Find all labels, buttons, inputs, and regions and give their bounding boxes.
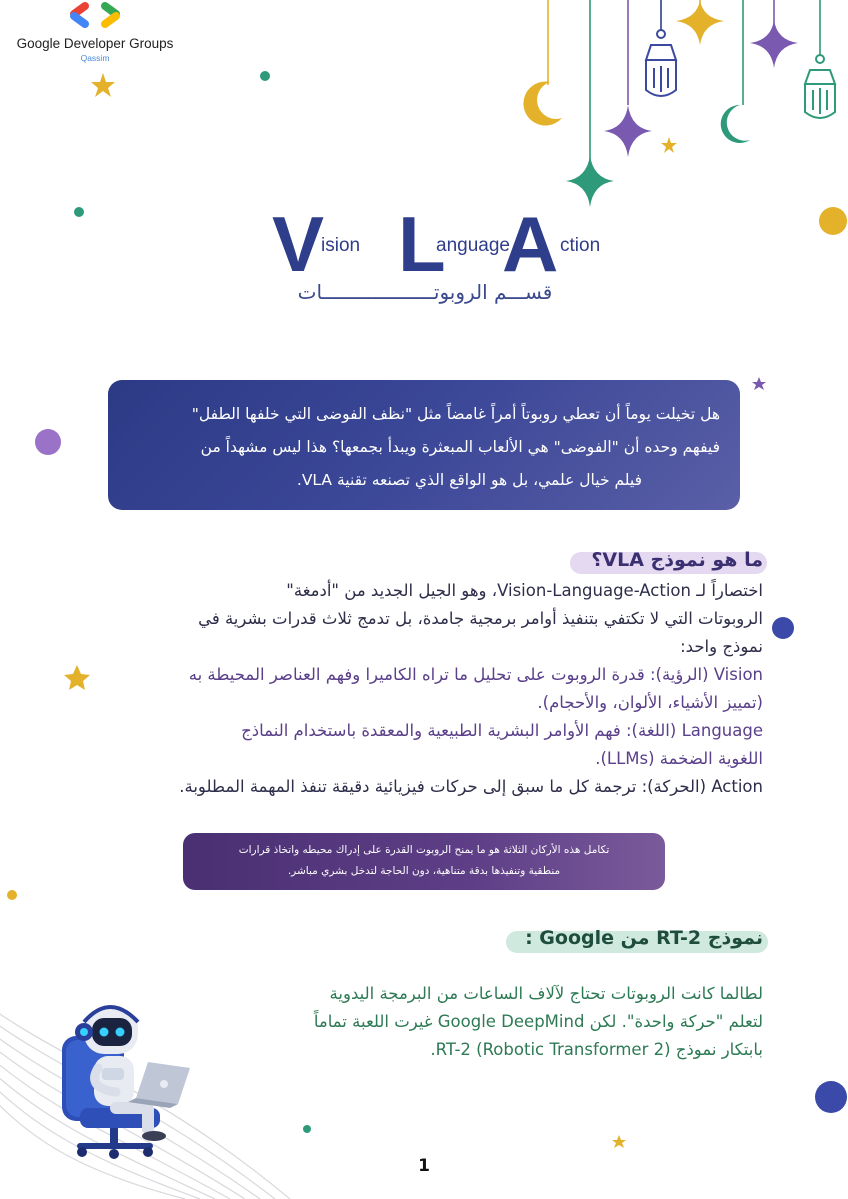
vla-body xyxy=(83,577,763,801)
moon-icon xyxy=(523,82,562,126)
vla-line: نموذج واحد: xyxy=(680,637,763,656)
note-line: منطقية وتنفيذها بدقة متناهية، دون الحاجة لتدخل بشري مباشر. xyxy=(287,865,561,877)
title-letter-l: L xyxy=(398,200,446,288)
intro-line: فيلم خيال علمي، بل هو الواقع الذي تصنعه تقنية VLA. xyxy=(296,471,642,489)
dot-decoration xyxy=(772,617,794,639)
page-number: 1 xyxy=(418,1156,430,1176)
vla-line: Action (الحركة): ترجمة كل ما سبق إلى حركات فيزيائية دقيقة تنفذ المهمة المطلوبة. xyxy=(179,777,763,796)
star-icon xyxy=(566,155,614,207)
dot-decoration xyxy=(815,1081,847,1113)
lantern-icon xyxy=(646,30,676,96)
star-icon xyxy=(604,105,652,157)
moon-icon xyxy=(721,105,750,143)
title-letter-a: A xyxy=(502,200,559,288)
vla-line: Language (اللغة): فهم الأوامر البشرية الطبيعية والمعقدة باستخدام النماذج xyxy=(241,721,763,740)
section-heading-vla: ما هو نموذج VLA؟ xyxy=(591,549,763,571)
vla-line: اختصاراً لـ Vision-Language-Action، وهو الجيل الجديد من "أدمغة" xyxy=(286,581,763,600)
rt2-line: لطالما كانت الروبوتات تحتاج لآلاف الساعات من البرمجة اليدوية xyxy=(329,984,763,1003)
note-box xyxy=(183,833,665,890)
title-word-vision: ision xyxy=(321,235,361,256)
title-word-language: anguage xyxy=(436,235,510,256)
lantern-icon xyxy=(805,55,835,118)
star-icon xyxy=(91,73,115,97)
dot-decoration xyxy=(35,429,61,455)
vla-line: اللغوية الضخمة (LLMs). xyxy=(595,749,763,768)
dot-decoration xyxy=(819,207,847,235)
robot-illustration xyxy=(50,996,200,1166)
rt2-body xyxy=(300,980,763,1064)
star-icon xyxy=(661,137,677,153)
page-subtitle: قســـم الروبوتـــــــــــــــــــات xyxy=(297,280,553,304)
vla-line: Vision (الرؤية): قدرة الروبوت على تحليل ما تراه الكاميرا وفهم العناصر المحيطة به xyxy=(188,665,763,684)
star-icon xyxy=(752,377,766,390)
dot-decoration xyxy=(260,71,270,81)
org-name: Google Developer Groups xyxy=(16,36,174,51)
hanging-strings xyxy=(548,0,820,160)
section-heading-rt2: نموذج RT-2 من Google : xyxy=(525,927,763,949)
dot-decoration xyxy=(7,890,17,900)
dot-decoration xyxy=(74,207,84,217)
title-letter-v: V xyxy=(272,200,325,288)
org-city: Qassim xyxy=(80,53,110,63)
intro-line: فيفهم وحده أن "الفوضى" هي الألعاب المبعثرة ويبدأ بجمعها؟ هذا ليس مشهداً من xyxy=(200,438,720,456)
rt2-line: بابتكار نموذج RT-2 (Robotic Transformer 2). xyxy=(430,1040,763,1059)
title-word-action: ction xyxy=(560,235,601,256)
star-icon xyxy=(676,0,724,45)
star-icon xyxy=(750,20,798,68)
vla-line: (تمييز الأشياء، الألوان، والأحجام). xyxy=(537,693,763,712)
note-line: تكامل هذه الأركان الثلاثة هو ما يمنح الروبوت القدرة على إدراك محيطه واتخاذ قرارات xyxy=(238,844,610,856)
dot-decoration xyxy=(303,1125,311,1133)
intro-line: هل تخيلت يوماً أن تعطي روبوتاً أمراً غامضاً مثل "نظف الفوضى التي خلفها الطفل" xyxy=(191,405,720,423)
rt2-line: لتعلم "حركة واحدة". لكن Google DeepMind غيرت اللعبة تماماً xyxy=(313,1012,763,1031)
intro-box xyxy=(108,380,740,510)
star-icon xyxy=(612,1135,626,1148)
vla-line: الروبوتات التي لا تكتفي بتنفيذ أوامر برمجية جامدة، بل تدمج ثلاث قدرات بشرية في xyxy=(198,609,763,628)
